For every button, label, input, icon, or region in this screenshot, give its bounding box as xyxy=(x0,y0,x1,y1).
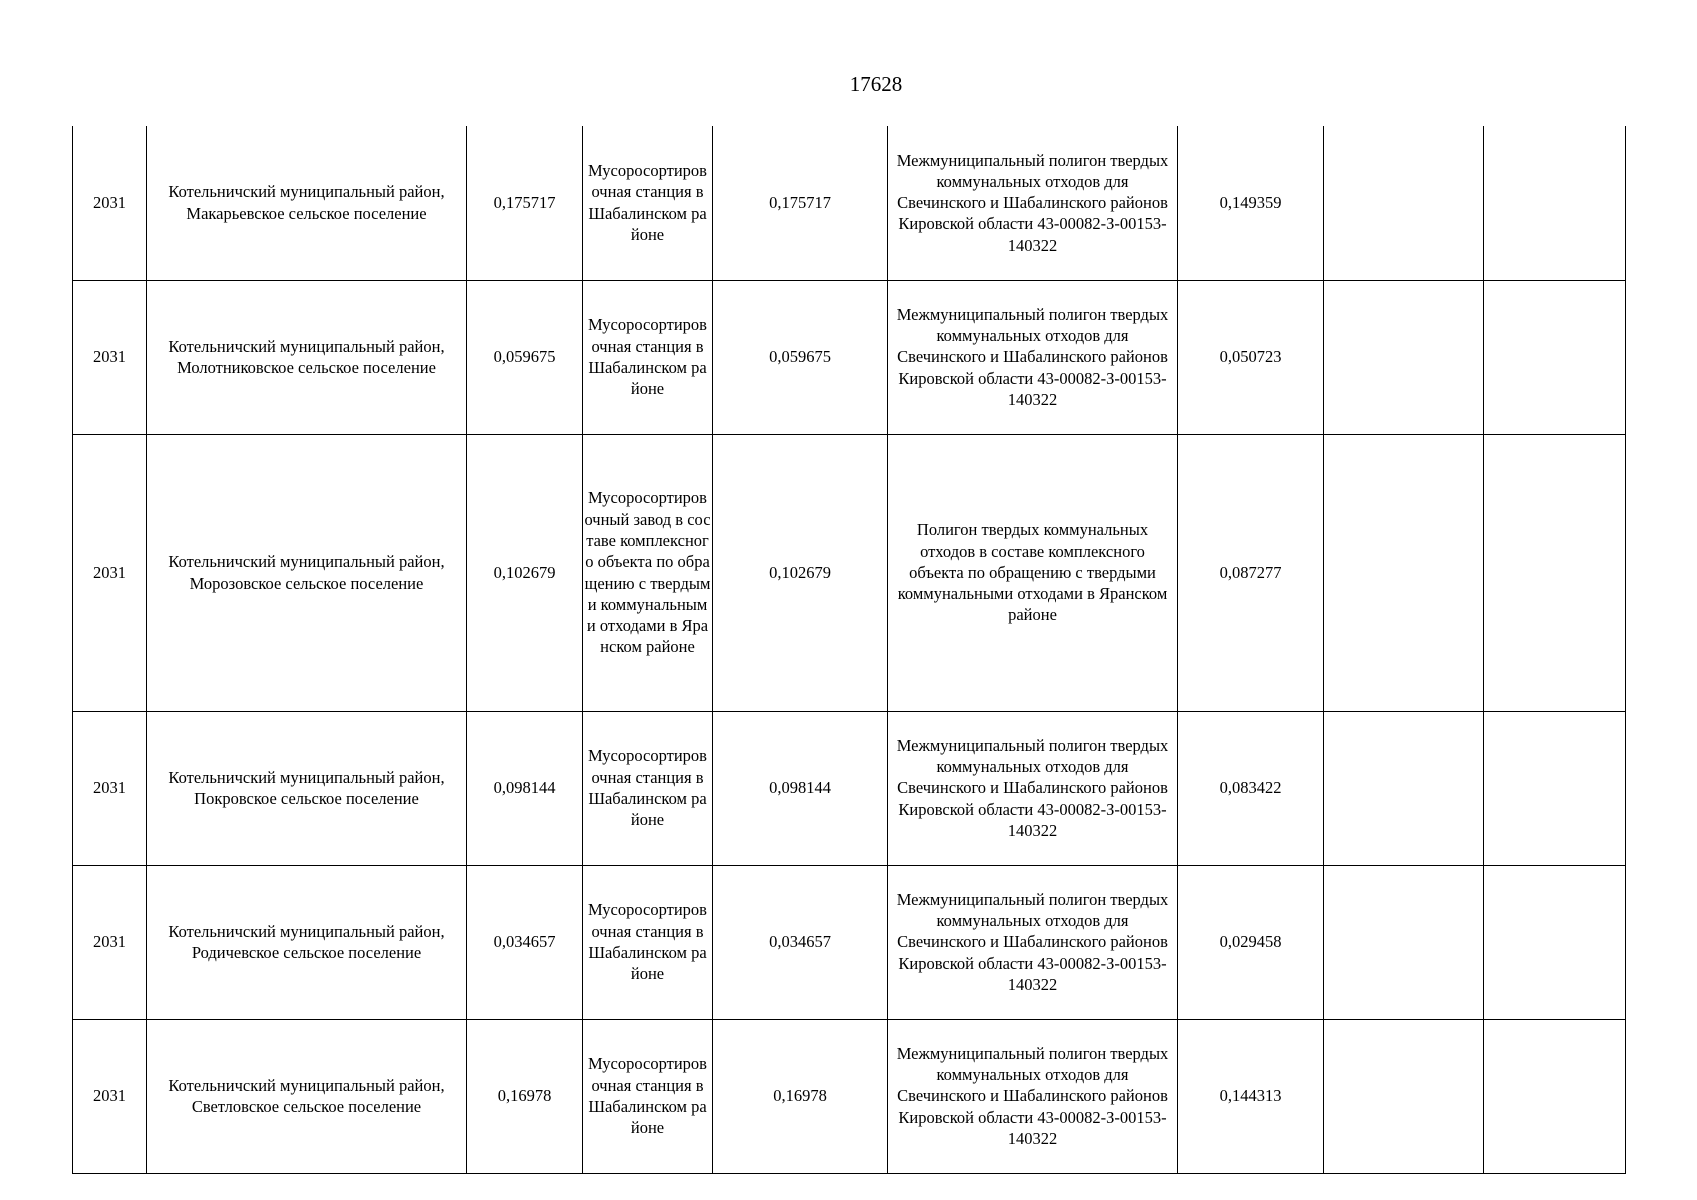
mass-processed-cell: 0,16978 xyxy=(713,1019,888,1173)
table-row xyxy=(73,126,1626,280)
mass-processed-cell: 0,102679 xyxy=(713,434,888,711)
mass-disposed-cell: 0,083422 xyxy=(1178,711,1324,865)
empty-cell xyxy=(1484,711,1626,865)
year-cell: 2031 xyxy=(73,126,147,280)
region-cell: Котельничский муниципальный район, Светловское сельское поселение xyxy=(147,1019,467,1173)
table-row xyxy=(73,865,1626,1019)
empty-cell xyxy=(1484,1019,1626,1173)
mass-processed-cell: 0,034657 xyxy=(713,865,888,1019)
empty-cell xyxy=(1484,126,1626,280)
landfill-cell: Межмуниципальный полигон твердых коммунальных отходов для Свечинского и Шабалинского районов Кировской области 43-00082-З-00153-140322 xyxy=(888,711,1178,865)
mass-disposed-cell: 0,144313 xyxy=(1178,1019,1324,1173)
table-row xyxy=(73,711,1626,865)
empty-cell xyxy=(1484,434,1626,711)
region-cell: Котельничский муниципальный район, Покровское сельское поселение xyxy=(147,711,467,865)
region-cell: Котельничский муниципальный район, Морозовское сельское поселение xyxy=(147,434,467,711)
year-cell: 2031 xyxy=(73,865,147,1019)
landfill-cell: Межмуниципальный полигон твердых коммунальных отходов для Свечинского и Шабалинского районов Кировской области 43-00082-З-00153-140322 xyxy=(888,865,1178,1019)
mass-disposed-cell: 0,149359 xyxy=(1178,126,1324,280)
landfill-cell: Полигон твердых коммунальных отходов в составе комплексного объекта по обращению с твердыми коммунальными отходами в Яранском районе xyxy=(888,434,1178,711)
empty-cell xyxy=(1324,1019,1484,1173)
empty-cell xyxy=(1484,865,1626,1019)
processing-facility-cell: Мусоросортировочный завод в составе комплексного объекта по обращению с твердыми коммунальными отходами в Яранском районе xyxy=(583,434,713,711)
processing-facility-cell: Мусоросортировочная станция в Шабалинском районе xyxy=(583,280,713,434)
year-cell: 2031 xyxy=(73,280,147,434)
mass-generated-cell: 0,059675 xyxy=(467,280,583,434)
waste-flow-table xyxy=(72,126,1626,1174)
mass-generated-cell: 0,16978 xyxy=(467,1019,583,1173)
page-number: 17628 xyxy=(849,72,903,96)
empty-cell xyxy=(1484,280,1626,434)
processing-facility-cell: Мусоросортировочная станция в Шабалинском районе xyxy=(583,711,713,865)
year-cell: 2031 xyxy=(73,711,147,865)
mass-processed-cell: 0,059675 xyxy=(713,280,888,434)
processing-facility-cell: Мусоросортировочная станция в Шабалинском районе xyxy=(583,865,713,1019)
empty-cell xyxy=(1324,126,1484,280)
processing-facility-cell: Мусоросортировочная станция в Шабалинском районе xyxy=(583,1019,713,1173)
region-cell: Котельничский муниципальный район, Молотниковское сельское поселение xyxy=(147,280,467,434)
mass-generated-cell: 0,175717 xyxy=(467,126,583,280)
mass-disposed-cell: 0,087277 xyxy=(1178,434,1324,711)
landfill-cell: Межмуниципальный полигон твердых коммунальных отходов для Свечинского и Шабалинского районов Кировской области 43-00082-З-00153-140322 xyxy=(888,280,1178,434)
mass-generated-cell: 0,102679 xyxy=(467,434,583,711)
landfill-cell: Межмуниципальный полигон твердых коммунальных отходов для Свечинского и Шабалинского районов Кировской области 43-00082-З-00153-140322 xyxy=(888,126,1178,280)
table-row xyxy=(73,280,1626,434)
region-cell: Котельничский муниципальный район, Родичевское сельское поселение xyxy=(147,865,467,1019)
mass-generated-cell: 0,098144 xyxy=(467,711,583,865)
year-cell: 2031 xyxy=(73,1019,147,1173)
table-row xyxy=(73,434,1626,711)
region-cell: Котельничский муниципальный район, Макарьевское сельское поселение xyxy=(147,126,467,280)
mass-disposed-cell: 0,029458 xyxy=(1178,865,1324,1019)
empty-cell xyxy=(1324,434,1484,711)
mass-generated-cell: 0,034657 xyxy=(467,865,583,1019)
table-row xyxy=(73,1019,1626,1173)
mass-disposed-cell: 0,050723 xyxy=(1178,280,1324,434)
empty-cell xyxy=(1324,280,1484,434)
empty-cell xyxy=(1324,711,1484,865)
mass-processed-cell: 0,175717 xyxy=(713,126,888,280)
mass-processed-cell: 0,098144 xyxy=(713,711,888,865)
year-cell: 2031 xyxy=(73,434,147,711)
empty-cell xyxy=(1324,865,1484,1019)
landfill-cell: Межмуниципальный полигон твердых коммунальных отходов для Свечинского и Шабалинского районов Кировской области 43-00082-З-00153-140322 xyxy=(888,1019,1178,1173)
processing-facility-cell: Мусоросортировочная станция в Шабалинском районе xyxy=(583,126,713,280)
